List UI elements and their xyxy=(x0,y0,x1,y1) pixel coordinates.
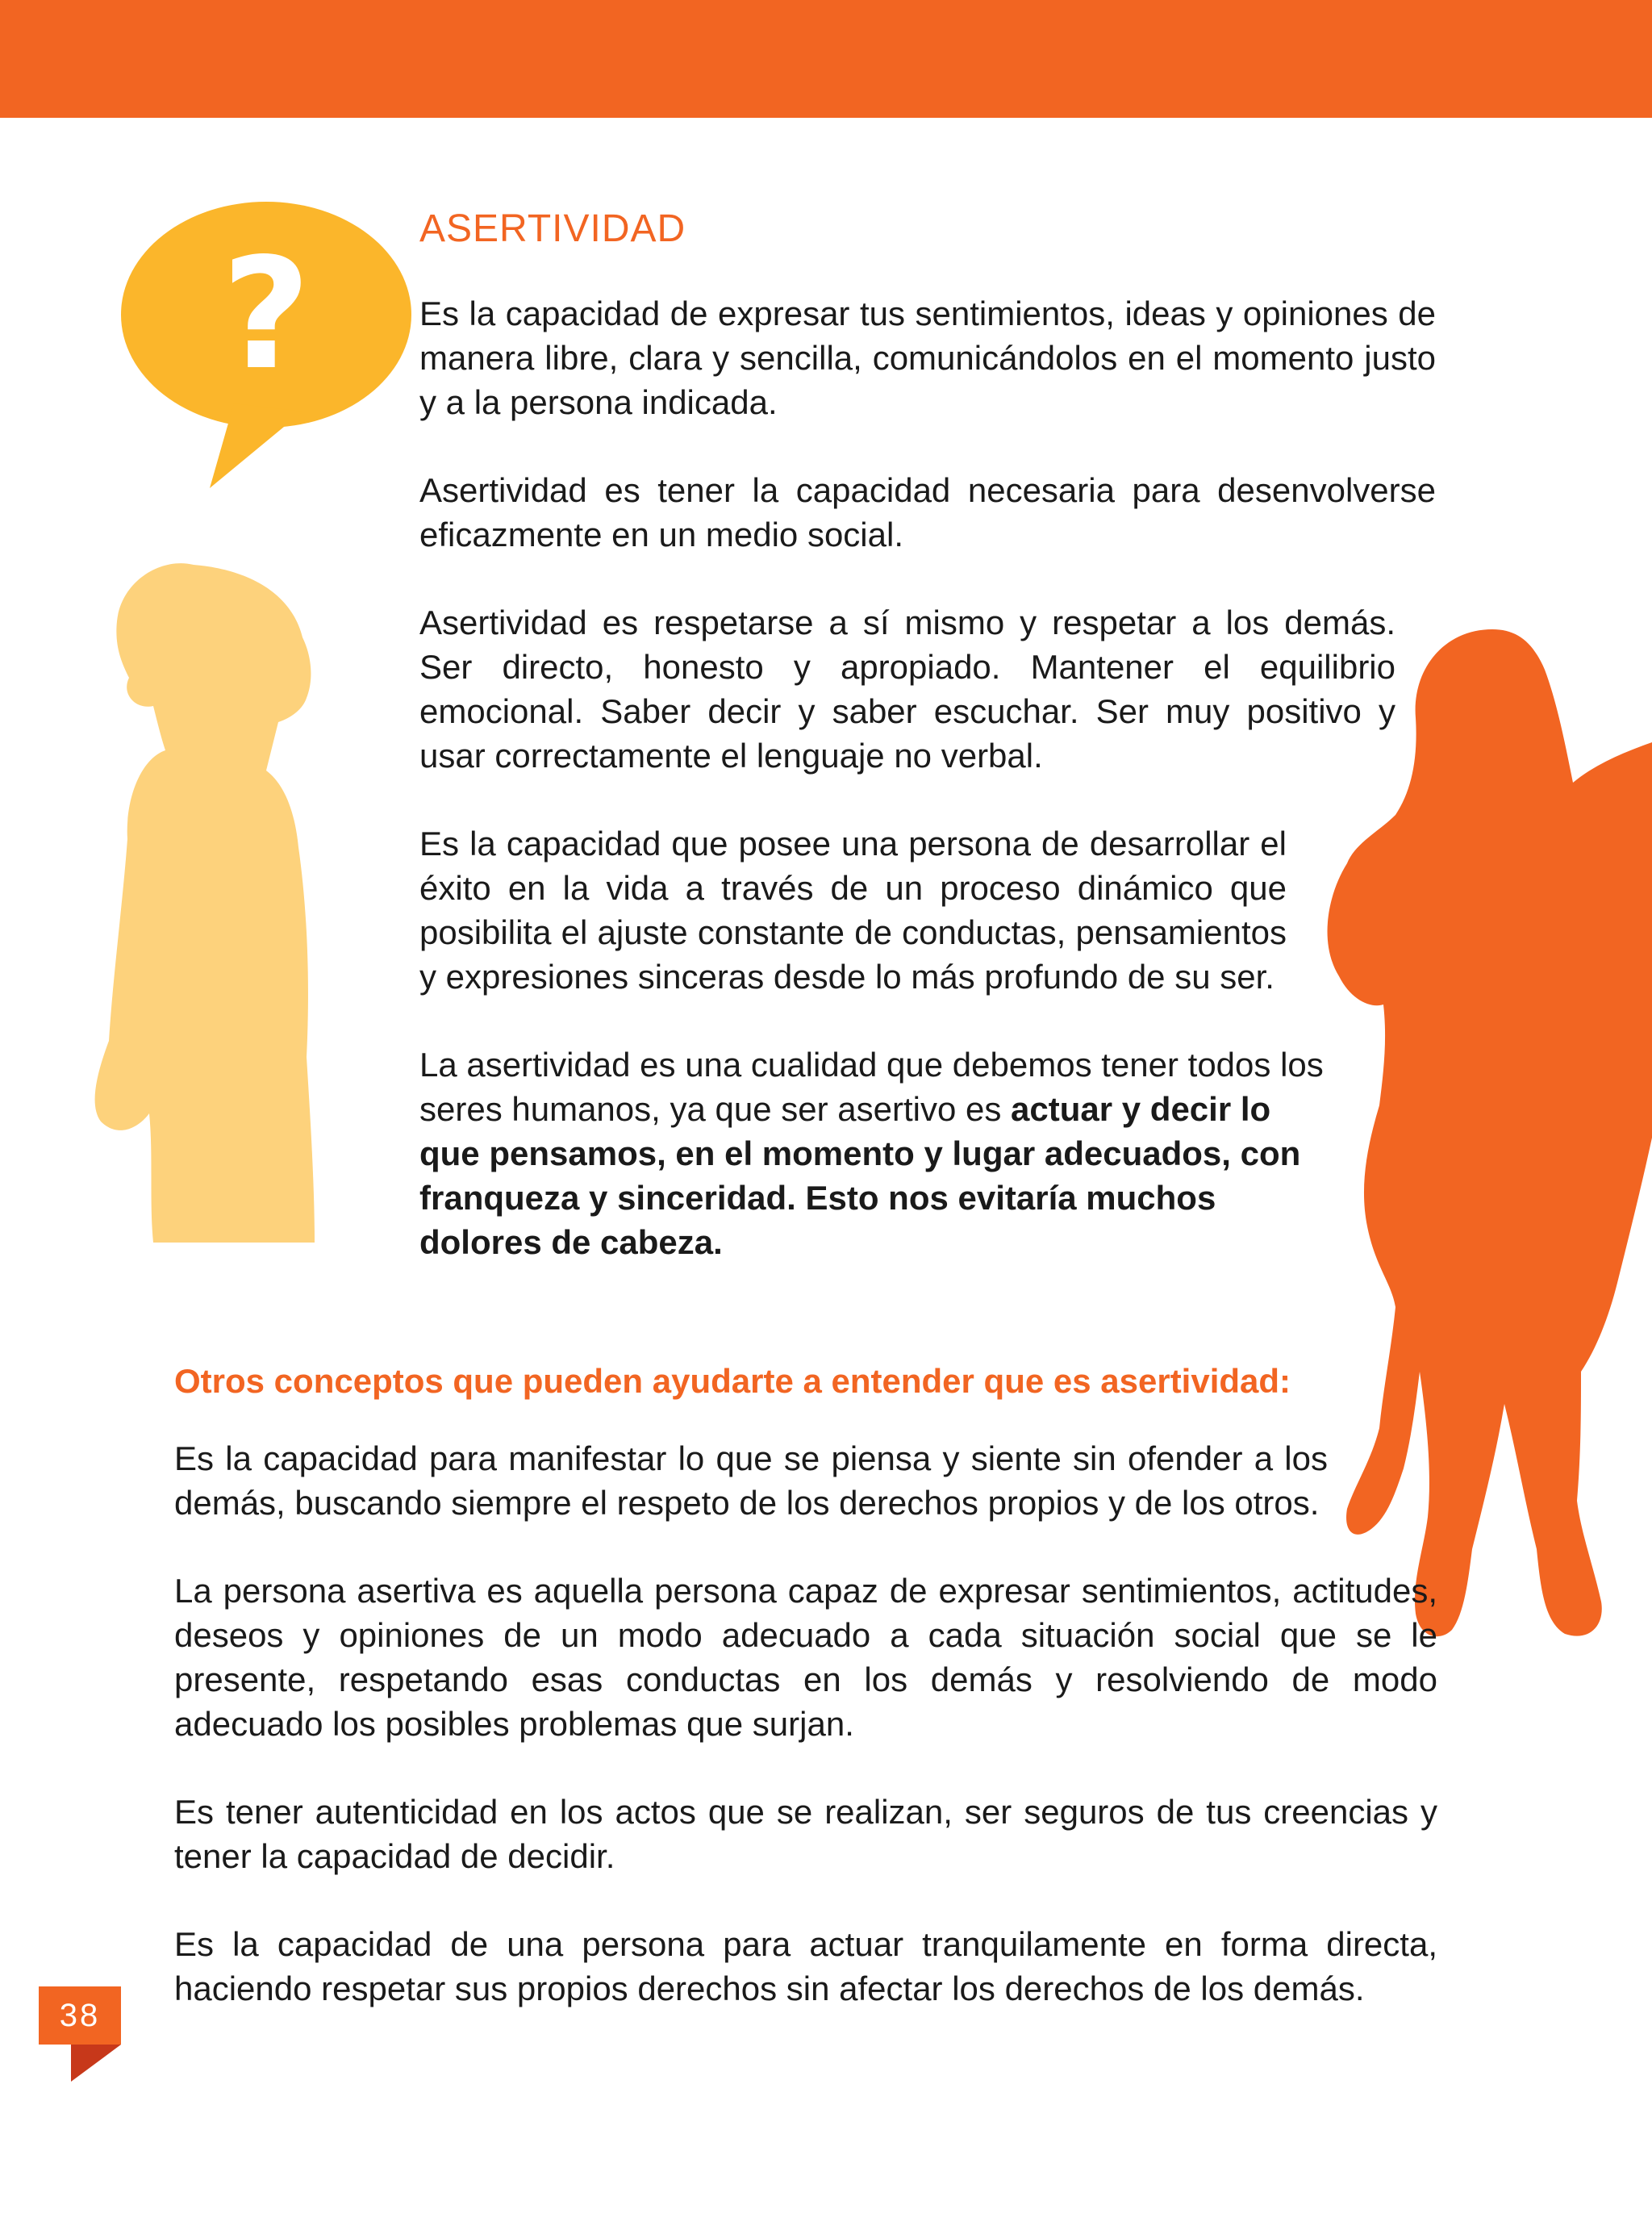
question-bubble-icon xyxy=(113,194,419,492)
concept-paragraph-3: Es tener autenticidad en los actos que se realizan, ser seguros de tus creencias y tener la capacidad de decidir. xyxy=(174,1793,1437,1875)
intro-paragraph-1: Es la capacidad de expresar tus sentimientos, ideas y opiniones de manera libre, clara y sencilla, comunicándolos en el momento justo y a la persona indicada. xyxy=(419,294,1436,421)
header-band xyxy=(0,0,1652,118)
section-subheading: Otros conceptos que pueden ayudarte a entender que es asertividad: xyxy=(174,1362,1291,1400)
page-title: ASERTIVIDAD xyxy=(419,207,686,250)
intro-paragraph-5 xyxy=(419,1042,1339,1264)
other-concepts-section xyxy=(174,1436,1437,2054)
boy-silhouette-icon xyxy=(73,557,331,1243)
page-number-tab-tail xyxy=(71,2045,121,2082)
intro-paragraph-5-emphasis: actuar y decir lo que pensamos, en el momento y lugar adecuados, con franqueza y sinceridad. Esto nos evitaría muchos dolores de cabeza. xyxy=(419,1089,1301,1261)
concept-paragraph-4: Es la capacidad de una persona para actuar tranquilamente en forma directa, haciendo respetar sus propios derechos sin afectar los derechos de los demás. xyxy=(174,1925,1437,2007)
intro-section xyxy=(419,208,1436,1308)
intro-paragraph-2: Asertividad es tener la capacidad necesaria para desenvolverse eficazmente en un medio social. xyxy=(419,470,1436,553)
intro-paragraph-3: Asertividad es respetarse a sí mismo y respetar a los demás. Ser directo, honesto y apropiado. Mantener el equilibrio emocional. Saber decir y saber escuchar. Ser muy positivo y usar correctamente el lenguaje no verbal. xyxy=(419,603,1395,775)
concept-paragraph-1: Es la capacidad para manifestar lo que se piensa y siente sin ofender a los demás, buscando siempre el respeto de los derechos propios y de los otros. xyxy=(174,1439,1328,1522)
page-number: 38 xyxy=(39,1986,121,2045)
question-mark: ? xyxy=(221,225,311,403)
intro-paragraph-4: Es la capacidad que posee una persona de desarrollar el éxito en la vida a través de un proceso dinámico que posibilita el ajuste constante de conductas, pensamientos y expresiones sinceras desde lo más profundo de su ser. xyxy=(419,824,1287,996)
intro-paragraph-5-text: La asertividad es una cualidad que debemos tener todos los seres humanos, ya que ser asertivo es xyxy=(419,1045,1324,1128)
concept-paragraph-2: La persona asertiva es aquella persona capaz de expresar sentimientos, actitudes, deseos y opiniones de un modo adecuado a cada situación social que se le presente, respetando esas conductas en los demás y resolviendo de modo adecuado los posibles problemas que surjan. xyxy=(174,1572,1437,1743)
